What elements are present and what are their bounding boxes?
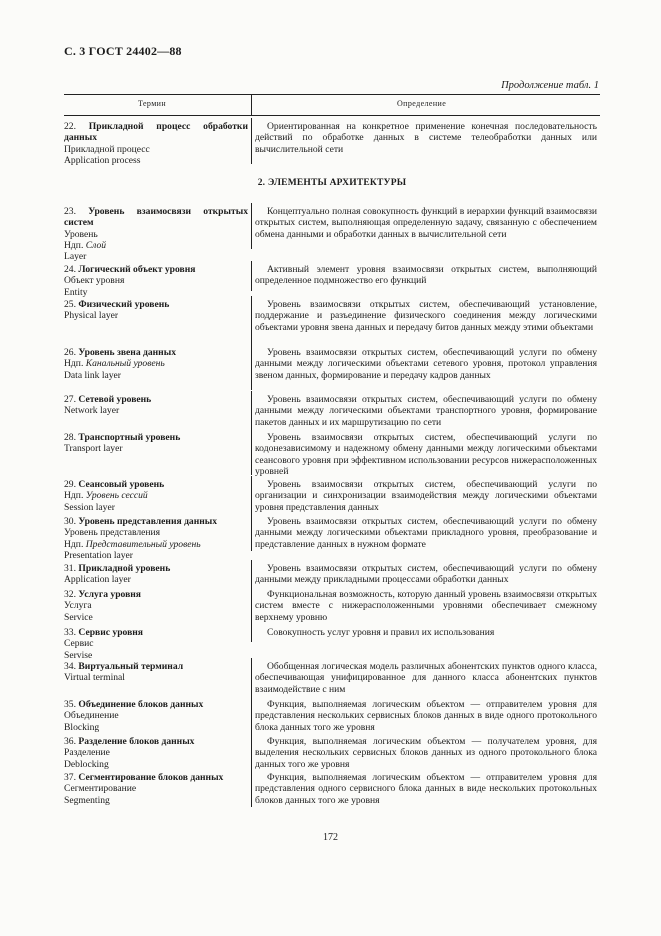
term-number: 22. [64,121,76,132]
definition-31: Уровень взаимосвязи открытых систем, обеспечивающий услуги по обмену данными между прикладными процессами обработки данных [255,563,597,586]
term-title: Уровень взаимосвязи открытых систем [64,206,249,229]
column-divider [251,261,252,291]
term-entry-33: 33. Сервис уровня Сервис Servise [64,627,144,661]
definition-23: Концептуально полная совокупность функций в иерархии функций взаимосвязи открытых систем, выполняющая определенную задачу, связанную с обеспечением обмена данными и обработки данных в вычислительной сети [255,206,597,240]
term-entry-26: 26. Уровень звена данных Ндп. Канальный уровень Data link layer [64,347,177,381]
term-entry-32: 32. Услуга уровня Услуга Service [64,589,141,623]
column-divider [251,513,252,551]
term-english: Application process [64,154,141,166]
column-divider [251,769,252,807]
deprecated-term: Слой [85,239,107,251]
definition-34: Обобщенная логическая модель различных абонентских пунктов одного класса, обеспечивающая унифицированное для данного класса абонентских пунктов взаимодействие с ним [255,661,597,695]
term-entry-37: 37. Сегментирование блоков данных Сегментирование Segmenting [64,772,224,806]
table-continuation-label: Продолжение табл. 1 [501,80,599,91]
term-title: Сервис уровня [78,627,144,638]
term-title: Разделение блоков данных [78,736,195,747]
column-divider [251,429,252,475]
term-title: Объединение блоков данных [78,699,204,710]
term-entry-31: 31. Прикладной уровень Application layer [64,563,171,586]
definition-22: Ориентированная на конкретное применение конечная последовательность действий по обработке данных в системе телеобработки данных или вычислительной сети [255,121,597,155]
column-header-definition: Определение [397,99,447,108]
definition-27: Уровень взаимосвязи открытых систем, обеспечивающий услуги по обмену данными между логическими объектами транспортного уровня, формирование пакетов данных и их маршрутизацию по сети [255,394,597,428]
column-divider [251,696,252,734]
definition-30: Уровень взаимосвязи открытых систем, обеспечивающий услуги по обмену данными между логическими объектами прикладного уровня, преобразование и представление данных в нужном формате [255,516,597,550]
term-entry-30: 30. Уровень представления данных Уровень представления Ндп. Представительный уровень Presentation layer [64,516,218,561]
definition-26: Уровень взаимосвязи открытых систем, обеспечивающий услуги по обмену данными между логическими объектами сетевого уровня, протокол управления звеном данных, формирование и передачу кадров данных [255,347,597,381]
column-divider [251,658,252,696]
definition-28: Уровень взаимосвязи открытых систем, обеспечивающий услуги по кодонезависимому и надежному обмену данными между логическими объектами сеансового уровня при эффективном использовании ресурсов нижерасположенных уровней [255,432,597,477]
column-divider [251,624,252,642]
term-title: Транспортный уровень [78,432,181,443]
definition-37: Функция, выполняемая логическим объектом — отправителем уровня для представления одного сервисного блока данных в виде нескольких протокольных блоков данных того же уровня [255,772,597,806]
term-title: Сегментирование блоков данных [78,772,224,783]
term-entry-29: 29. Сеансовый уровень Ндп. Уровень сессий Session layer [64,479,165,513]
term-title: Прикладной процесс обработки данных [64,121,248,144]
term-entry-35: 35. Объединение блоков данных Объединение Blocking [64,699,204,733]
term-entry-28: 28. Транспортный уровень Transport layer [64,432,181,455]
column-divider [251,733,252,769]
definition-33: Совокупность услуг уровня и правил их использования [267,627,495,638]
page-header: С. 3 ГОСТ 24402—88 [64,44,182,58]
term-entry-34: 34. Виртуальный терминал Virtual terminal [64,661,184,684]
deprecated-term: Представительный уровень [85,538,201,550]
definition-25: Уровень взаимосвязи открытых систем, обеспечивающий установление, поддержание и разъединение физического соединения между логическими объектами уровня звена данных и передачу битов данных между этими объектами [255,299,597,333]
term-synonym: Прикладной процесс [64,143,150,155]
term-title: Прикладной уровень [78,563,171,574]
definition-29: Уровень взаимосвязи открытых систем, обеспечивающий услуги по организации и синхронизации взаимодействия между логическими объектами уровня представления данных [255,479,597,513]
definition-36: Функция, выполняемая логическим объектом — получателем уровня, для выделения нескольких сервисных блоков данных из одного протокольного блока данных того же уровня [255,736,597,770]
term-title: Сеансовый уровень [78,479,165,490]
definition-35: Функция, выполняемая логическим объектом — отправителем уровня для представления нескольких сервисных блоков данных в виде одного протокольного блока данных того же уровня [255,699,597,733]
deprecated-term: Уровень сессий [85,490,148,502]
column-divider [251,586,252,624]
term-entry-25: 25. Физический уровень Physical layer [64,299,170,322]
term-entry-23: 23. Уровень взаимосвязи открытых систем Уровень Ндп. Слой Layer [64,206,249,263]
term-entry-24: 24. Логический объект уровня Объект уровня Entity [64,264,196,298]
term-title: Услуга уровня [78,589,141,600]
column-header-term: Термин [138,99,167,108]
table-header-rule [64,115,600,116]
column-divider [251,391,252,429]
term-title: Уровень звена данных [78,347,177,358]
definition-24: Активный элемент уровня взаимосвязи открытых систем, выполняющий определенное подмножество его функций [255,264,597,287]
term-title: Уровень представления данных [78,516,218,527]
table-top-rule [64,94,600,95]
term-title: Физический уровень [78,299,170,310]
column-divider [251,118,252,164]
term-entry-27: 27. Сетевой уровень Network layer [64,394,152,417]
definition-32: Функциональная возможность, которую данный уровень взаимосвязи открытых систем вместе с нижерасположенными уровнями обеспечивает смежному верхнему уровню [255,589,597,623]
term-title: Логический объект уровня [78,264,196,275]
column-divider [251,203,252,249]
column-divider [251,344,252,390]
term-entry-36: 36. Разделение блоков данных Разделение Deblocking [64,736,195,770]
term-entry-22 [64,121,248,166]
deprecated-term: Канальный уровень [85,358,165,370]
header-column-divider [251,94,252,115]
column-divider [251,560,252,588]
section-title: 2. ЭЛЕМЕНТЫ АРХИТЕКТУРЫ [257,178,407,188]
term-title: Сетевой уровень [78,394,152,405]
page-number: 172 [323,832,338,843]
column-divider [251,296,252,344]
column-divider [251,476,252,514]
term-title: Виртуальный терминал [78,661,184,672]
